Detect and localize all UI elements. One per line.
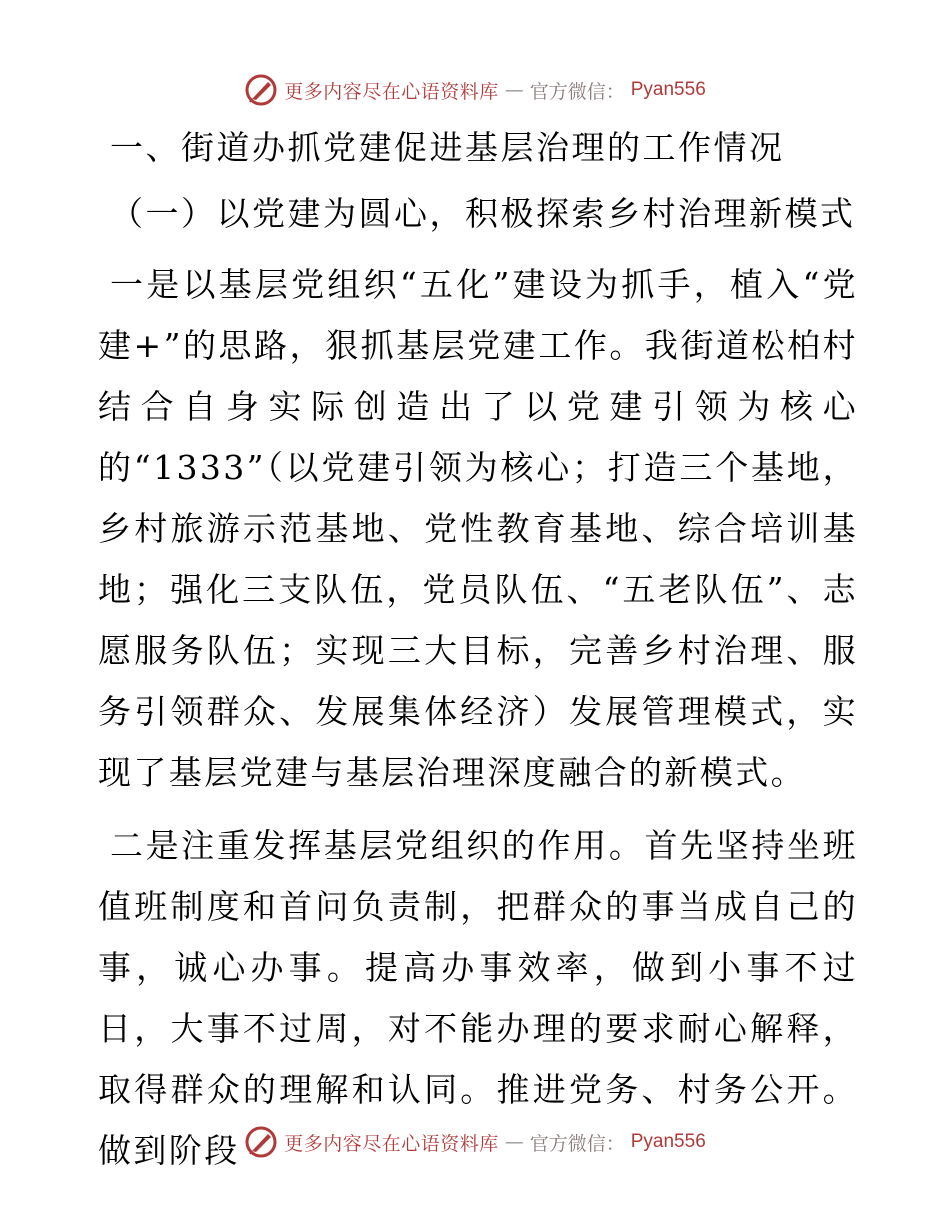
subsection-heading: （一）以党建为圆心，积极探索乡村治理新模式	[110, 194, 856, 233]
feather-pen-logo-icon	[244, 1125, 278, 1159]
feather-pen-logo-icon	[244, 73, 278, 107]
paragraph-2: 二是注重发挥基层党组织的作用。首先坚持坐班值班制度和首问负责制，把群众的事当成自己的事，诚心办事。提高办事效率，做到小事不过日，大事不过周，对不能办理的要求耐心解释，取得群众的理解和认同。推进党务、村务公开。做到阶段	[98, 826, 858, 1170]
paragraph-1: 一是以基层党组织“五化”建设为抓手，植入“党建+”的思路，狠抓基层党建工作。我街道松柏村结合自身实际创造出了以党建引领为核心的“1333”（以党建引领为核心；打造三个基地，乡村旅游示范基地、党性教育基地、综合培训基地；强化三支队伍，党员队伍、“五老队伍”、志愿服务队伍；实现三大目标，完善乡村治理、服务引领群众、发展集体经济）发展管理模式，实现了基层党建与基层治理深度融合的新模式。	[98, 265, 858, 792]
watermark-official-label: 官方微信：	[529, 80, 625, 103]
watermark-official-label: 官方微信：	[529, 1132, 625, 1155]
watermark-wechat-id: Pyan556	[630, 1131, 706, 1152]
watermark-site-text: 更多内容尽在心语资料库	[284, 1132, 499, 1155]
watermark-dash: —	[504, 1131, 524, 1153]
watermark-dash: —	[504, 79, 524, 101]
header-watermark	[0, 70, 950, 110]
document-body	[98, 122, 858, 1193]
footer-watermark	[0, 1122, 950, 1162]
watermark-wechat-id: Pyan556	[630, 79, 706, 100]
watermark-site-text: 更多内容尽在心语资料库	[284, 80, 499, 103]
section-heading: 一、街道办抓党建促进基层治理的工作情况	[110, 128, 785, 167]
